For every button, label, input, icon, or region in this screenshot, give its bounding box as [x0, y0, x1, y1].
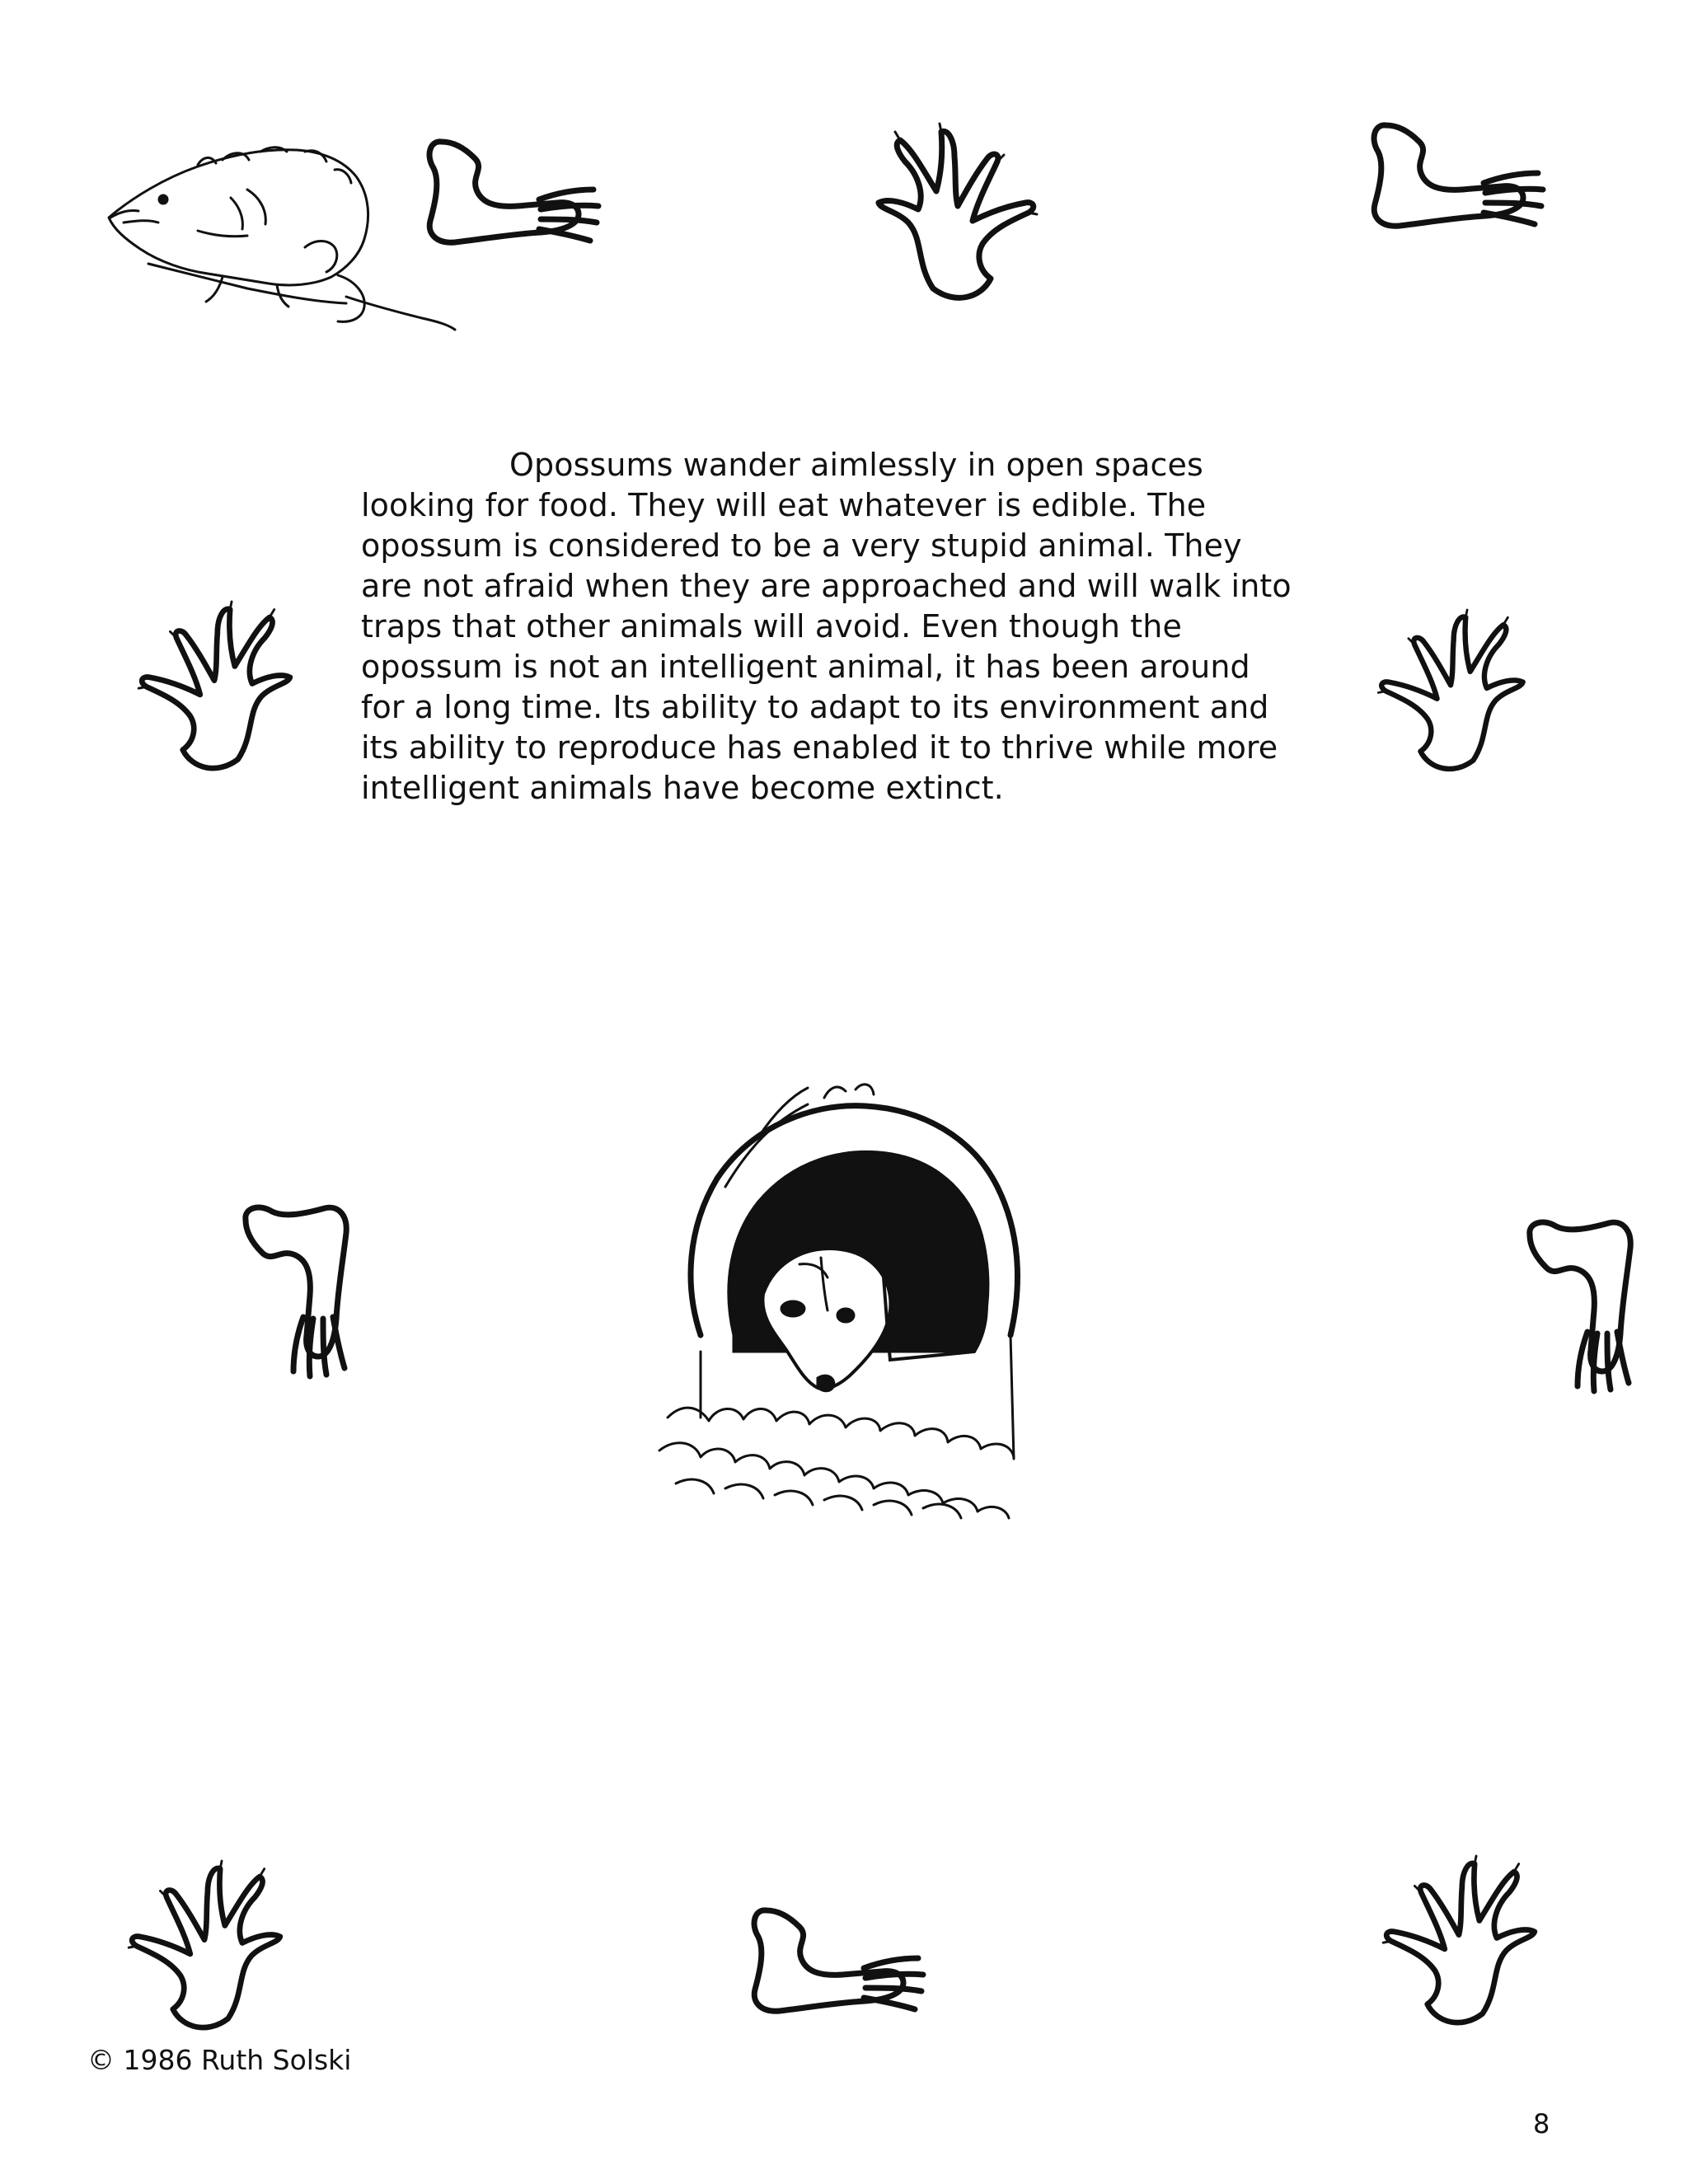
- hind-footprint: [1367, 110, 1556, 251]
- opossum-walking-illustration: [99, 132, 462, 338]
- hind-footprint: [422, 127, 612, 267]
- page-number: 8: [1533, 2108, 1550, 2139]
- hind-footprint: [1408, 1210, 1548, 1399]
- front-footprint: [1352, 610, 1550, 783]
- article-paragraph: [361, 445, 1301, 808]
- front-footprint: [874, 122, 1039, 312]
- hind-footprint: [747, 1896, 936, 2036]
- front-footprint: [1360, 1856, 1558, 2037]
- copyright-notice: © 1986 Ruth Solski: [87, 2044, 352, 2076]
- article-paragraph-text: Opossums wander aimlessly in open spaces looking for food. They will eat whatever is edible. The opossum is considered to be a very stupid animal. They are not afraid when they are approached and will walk into traps that other animals will avoid. Even though the opossum is not an intelligent animal, it has been around for a long time. Its ability to adapt to its environment and its ability to reproduce has enabled it to thrive while more intelligent animals have become extinct.: [361, 447, 1292, 806]
- front-footprint: [115, 602, 313, 783]
- front-footprint: [106, 1861, 303, 2042]
- hind-footprint: [124, 1195, 264, 1385]
- opossum-in-log-illustration: [651, 1088, 1047, 1533]
